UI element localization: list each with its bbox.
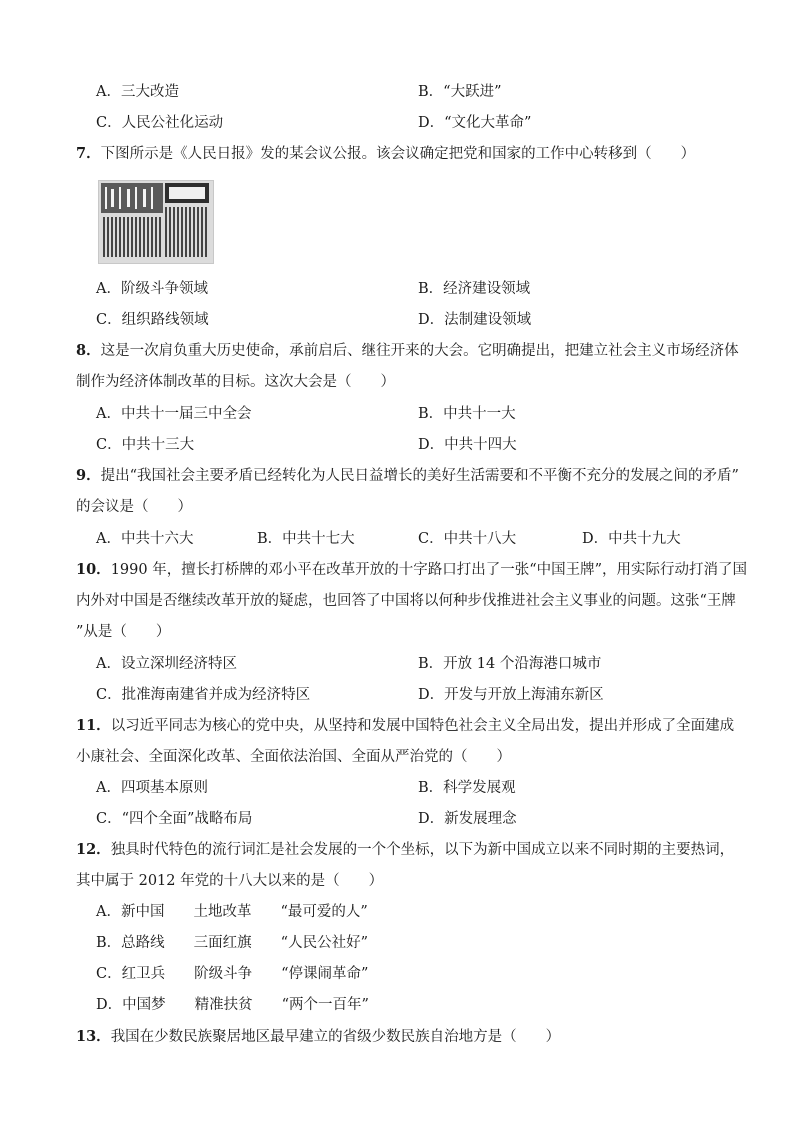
question-number: 10． xyxy=(76,561,111,578)
question-number: 9． xyxy=(76,467,101,484)
question-11-line-2: 小康社会、全面深化改革、全面依法治国、全面从严治党的（ ） xyxy=(76,749,511,765)
q6-option-a: A．三大改造 xyxy=(96,84,179,100)
q9-option-a: A．中共十六大 xyxy=(96,531,194,547)
question-number: 12． xyxy=(76,841,111,858)
question-10 xyxy=(76,560,747,580)
q10-option-c: C．批准海南建省并成为经济特区 xyxy=(96,687,311,703)
question-10-line-2: 内外对中国是否继续改革开放的疑虑，也回答了中国将以何种步伐推进社会主义事业的问题。这张“王牌 xyxy=(76,593,736,609)
q10-option-d: D．开发与开放上海浦东新区 xyxy=(418,687,604,703)
question-stem-line-1: 独具时代特色的流行词汇是社会发展的一个个坐标，以下为新中国成立以来不同时期的主要热词， xyxy=(110,842,735,858)
q6-option-b: B．“大跃进” xyxy=(418,84,502,100)
q7-option-c: C．组织路线领域 xyxy=(96,312,209,328)
q7-option-a: A．阶级斗争领域 xyxy=(96,281,208,297)
question-stem: 下图所示是《人民日报》发的某会议公报。该会议确定把党和国家的工作中心转移到（ ） xyxy=(100,146,696,162)
q8-option-b: B．中共十一大 xyxy=(418,406,516,422)
q9-option-b: B．中共十七大 xyxy=(257,531,355,547)
question-8-line-2: 制作为经济体制改革的目标。这次大会是（ ） xyxy=(76,374,395,390)
question-stem-line-1: 1990 年，擅长打桥牌的邓小平在改革开放的十字路口打出了一张“中国王牌”，用实际行动打消了国 xyxy=(110,562,748,578)
q12-option-b: B．总路线 三面红旗 “人民公社好” xyxy=(96,935,368,951)
q9-option-d: D．中共十九大 xyxy=(582,531,681,547)
q6-option-c: C．人民公社化运动 xyxy=(96,115,224,131)
question-stem-line-1: 以习近平同志为核心的党中央，从坚持和发展中国特色社会主义全局出发，提出并形成了全面建成 xyxy=(110,718,735,734)
question-stem-line-1: 这是一次肩负重大历史使命，承前启后、继往开来的大会。它明确提出，把建立社会主义市场经济体 xyxy=(100,343,739,359)
question-stem-line-1: 提出“我国社会主要矛盾已经转化为人民日益增长的美好生活需要和不平衡不充分的发展之间的矛盾” xyxy=(100,468,739,484)
question-8 xyxy=(76,341,739,361)
question-9-line-2: 的会议是（ ） xyxy=(76,499,192,515)
question-number: 13． xyxy=(76,1028,111,1045)
q11-option-c: C．“四个全面”战略布局 xyxy=(96,811,253,827)
question-9 xyxy=(76,466,739,486)
question-10-line-3: ”从是（ ） xyxy=(76,624,171,640)
question-stem: 我国在少数民族聚居地区最早建立的省级少数民族自治地方是（ ） xyxy=(110,1029,561,1045)
question-number: 7． xyxy=(76,145,101,162)
q8-option-d: D．中共十四大 xyxy=(418,437,517,453)
q7-option-d: D．法制建设领域 xyxy=(418,312,532,328)
q11-option-a: A．四项基本原则 xyxy=(96,780,208,796)
newspaper-icon xyxy=(99,181,213,263)
q12-option-d: D．中国梦 精准扶贫 “两个一百年” xyxy=(96,997,369,1013)
q7-option-b: B．经济建设领域 xyxy=(418,281,531,297)
q10-option-b: B．开放 14 个沿海港口城市 xyxy=(418,656,602,672)
question-number: 8． xyxy=(76,342,101,359)
q8-option-c: C．中共十三大 xyxy=(96,437,195,453)
q9-option-c: C．中共十八大 xyxy=(418,531,517,547)
newspaper-clipping-image xyxy=(98,180,214,264)
question-11 xyxy=(76,716,734,736)
question-13 xyxy=(76,1027,560,1047)
q6-option-d: D．“文化大革命” xyxy=(418,115,532,131)
question-number: 11． xyxy=(76,717,111,734)
q12-option-c: C．红卫兵 阶级斗争 “停课闹革命” xyxy=(96,966,369,982)
q8-option-a: A．中共十一届三中全会 xyxy=(96,406,252,422)
question-12 xyxy=(76,840,734,860)
q11-option-d: D．新发展理念 xyxy=(418,811,517,827)
q11-option-b: B．科学发展观 xyxy=(418,780,516,796)
q10-option-a: A．设立深圳经济特区 xyxy=(96,656,237,672)
question-12-line-2: 其中属于 2012 年党的十八大以来的是（ ） xyxy=(76,873,384,889)
q12-option-a: A．新中国 土地改革 “最可爱的人” xyxy=(96,904,368,920)
question-7 xyxy=(76,144,695,164)
